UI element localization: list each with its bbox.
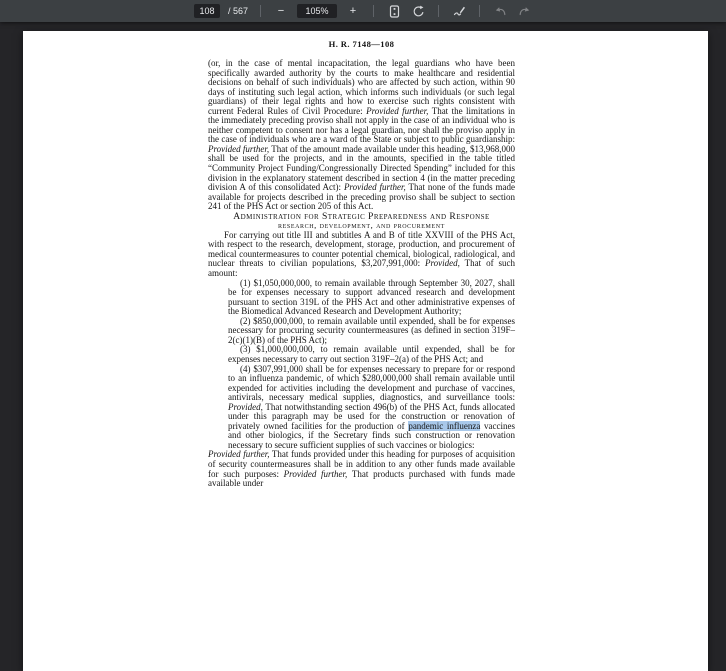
toolbar-divider	[260, 5, 261, 17]
pdf-page	[23, 31, 708, 671]
section-heading-aspr: Administration for Strategic Preparedness and Response	[233, 210, 490, 222]
section-heading-rdp: research, development, and procurement	[278, 220, 445, 231]
paragraph-item-1: (1) $1,050,000,000, to remain available through September 30, 2027, shall be for expenses necessary to support advanced research and development pursuant to section 319L of the PHS Act and other administrative expenses of the Biomedical Advanced Research and Development Authority;	[228, 277, 515, 317]
paragraph-item-4: (4) $307,991,000 shall be for expenses necessary to prepare for or respond to an influenza pandemic, of which $280,000,000 shall remain available until expended for activities including the development and purchase of vaccines, antivirals, necessary medical supplies, diagnostics, and surveillance tools: Provided, That notwithstanding section 496(b) of the PHS Act, funds allocated under this paragraph may be used for the construction or renovation of privately owned facilities for the production of pandemic influenza vaccines and other biologics, if the Secretary finds such construction or renovation necessary to secure sufficient supplies of such vaccines or biologics:	[228, 363, 516, 450]
toolbar-divider	[438, 5, 439, 17]
toolbar-divider	[373, 5, 374, 17]
page-count-label: / 567	[227, 6, 249, 16]
paragraph-item-2: (2) $850,000,000, to remain available until expended, shall be for expenses necessary for procuring security countermeasures (as defined in section 319F–2(c)(1)(B) of the PHS Act);	[228, 315, 515, 345]
paragraph-appropriation: For carrying out title III and subtitles A and B of title XXVIII of the PHS Act, with respect to the research, development, storage, production, and procurement of medical countermeasures to counter potential chemical, biological, radiological, and nuclear threats to civilian populations, $3,207,991,000: Provided, That of such amount:	[208, 229, 515, 279]
toolbar-divider	[479, 5, 480, 17]
zoom-in-button[interactable]: +	[345, 3, 361, 19]
annotate-icon[interactable]	[451, 3, 467, 19]
document-blocks	[208, 59, 515, 489]
page-header: H. R. 7148—108	[328, 39, 395, 49]
paragraph-item-3: (3) $1,000,000,000, to remain available until expended, shall be for expenses necessary to carry out section 319F–2(a) of the PHS Act; and	[228, 344, 515, 364]
page-text-column	[208, 31, 515, 489]
rotate-counterclockwise-icon[interactable]	[410, 3, 426, 19]
paragraph-provisos: (or, in the case of mental incapacitation, the legal guardians who have been specifically awarded authority by the courts to make healthcare and residential decisions on behalf of such individuals) who are affected by such action, within 90 days of instituting such legal action, which informs such individuals (or such legal guardians) of their legal rights and how to exercise such rights consistent with current Federal Rules of Civil Procedure: Provided further, That the limitations in the immediately preceding proviso shall not apply in the case of an individual who is neither competent to consent nor has a legal guardian, nor shall the proviso apply in the case of individuals who are a ward of the State or subject to public guardianship: Provided further, That of the amount made available under this heading, $13,968,000 shall be used for the projects, and in the amounts, specified in the table titled “Community Project Funding/Congressionally Directed Spending” included for this division in the explanatory statement described in section 4 (in the matter preceding division A of this consolidated Act): Provided further, That none of the funds made available for projects described in the preceding proviso shall be subject to section 241 of the PHS Act or section 205 of this Act.	[208, 58, 516, 212]
search-highlight: pandemic influenza	[408, 420, 481, 431]
undo-icon[interactable]	[492, 3, 508, 19]
zoom-level-display: 105%	[297, 4, 337, 18]
zoom-out-button[interactable]: −	[273, 3, 289, 19]
redo-icon[interactable]	[516, 3, 532, 19]
paragraph-closing-provisos: Provided further, That funds provided under this heading for purposes of acquisition of security countermeasures shall be in addition to any other funds made available for such purposes: Provided further, That products purchased with funds made available under	[208, 449, 515, 489]
page-number-input[interactable]	[194, 4, 220, 18]
fit-to-page-icon[interactable]	[386, 3, 402, 19]
pdf-viewer-toolbar	[0, 0, 726, 22]
pdf-canvas	[0, 22, 726, 618]
